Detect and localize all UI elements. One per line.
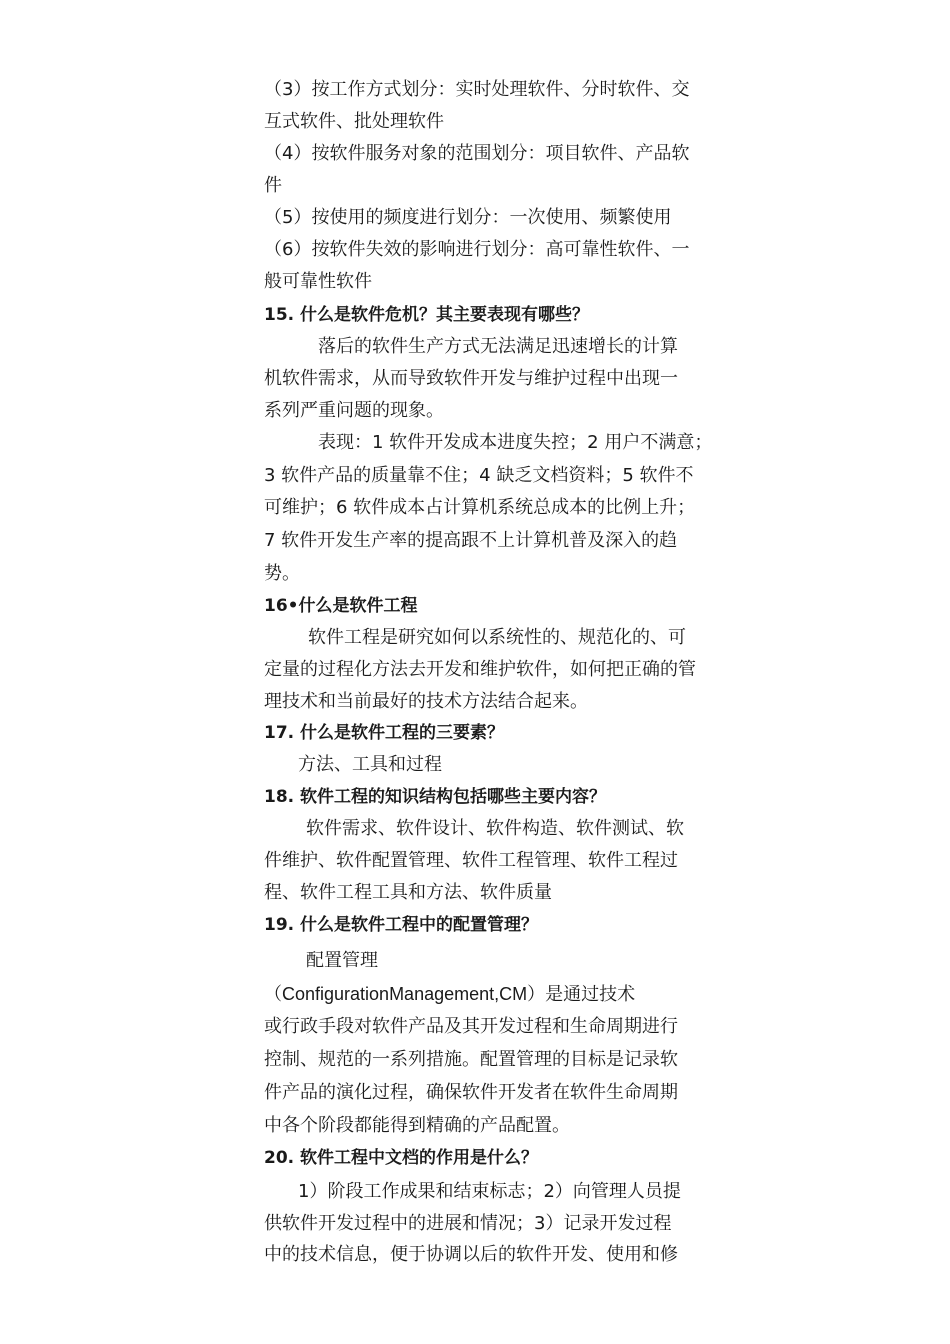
question-heading: 17. 什么是软件工程的三要素？	[264, 723, 505, 743]
text-line: （3）按工作方式划分：实时处理软件、分时软件、交	[264, 79, 690, 100]
text-line: 方法、工具和过程	[298, 754, 442, 775]
question-heading: 19. 什么是软件工程中的配置管理？	[264, 915, 539, 935]
text-line: （ConfigurationManagement,CM）是通过技术	[264, 984, 636, 1004]
text-line: 或行政手段对软件产品及其开发过程和生命周期进行	[264, 1016, 678, 1037]
text-line: 定量的过程化方法去开发和维护软件，如何把正确的管	[264, 659, 696, 680]
text-line: 般可靠性软件	[264, 271, 372, 292]
question-heading: 15. 什么是软件危机？其主要表现有哪些？	[264, 305, 590, 325]
text-line: 控制、规范的一系列措施。配置管理的目标是记录软	[264, 1049, 678, 1070]
text-line: 7 软件开发生产率的提高跟不上计算机普及深入的趋	[264, 530, 678, 551]
text-line: 理技术和当前最好的技术方法结合起来。	[264, 691, 588, 712]
text-line: 机软件需求，从而导致软件开发与维护过程中出现一	[264, 368, 678, 389]
text-line: 落后的软件生产方式无法满足迅速增长的计算	[318, 336, 678, 357]
text-line: 件产品的演化过程，确保软件开发者在软件生命周期	[264, 1082, 678, 1103]
question-heading: 20. 软件工程中文档的作用是什么？	[264, 1148, 539, 1168]
text-line: 互式软件、批处理软件	[264, 111, 444, 132]
text-line: 表现：1 软件开发成本进度失控；2 用户不满意；	[318, 432, 713, 453]
text-line: 中各个阶段都能得到精确的产品配置。	[264, 1115, 570, 1136]
text-line: 程、软件工程工具和方法、软件质量	[264, 882, 552, 903]
question-heading: 16•什么是软件工程	[264, 596, 418, 616]
text-line: 系列严重问题的现象。	[264, 400, 444, 421]
text-line: 供软件开发过程中的进展和情况；3）记录开发过程	[264, 1213, 672, 1234]
question-heading: 18. 软件工程的知识结构包括哪些主要内容？	[264, 787, 607, 807]
text-line: 中的技术信息，便于协调以后的软件开发、使用和修	[264, 1244, 678, 1265]
text-line: 1）阶段工作成果和结束标志；2）向管理人员提	[298, 1181, 681, 1202]
text-line: （5）按使用的频度进行划分：一次使用、频繁使用	[264, 207, 672, 228]
text-line: 势。	[264, 563, 300, 584]
text-line: 件	[264, 175, 282, 196]
text-line: 软件工程是研究如何以系统性的、规范化的、可	[308, 627, 686, 648]
text-line: 可维护；6 软件成本占计算机系统总成本的比例上升；	[264, 497, 696, 518]
text-line: 3 软件产品的质量靠不住；4 缺乏文档资料；5 软件不	[264, 465, 694, 486]
text-line: 件维护、软件配置管理、软件工程管理、软件工程过	[264, 850, 678, 871]
text-line: 软件需求、软件设计、软件构造、软件测试、软	[306, 818, 684, 839]
text-line: （4）按软件服务对象的范围划分：项目软件、产品软	[264, 143, 690, 164]
text-line: （6）按软件失效的影响进行划分：高可靠性软件、一	[264, 239, 690, 260]
text-line: 配置管理	[306, 950, 378, 971]
